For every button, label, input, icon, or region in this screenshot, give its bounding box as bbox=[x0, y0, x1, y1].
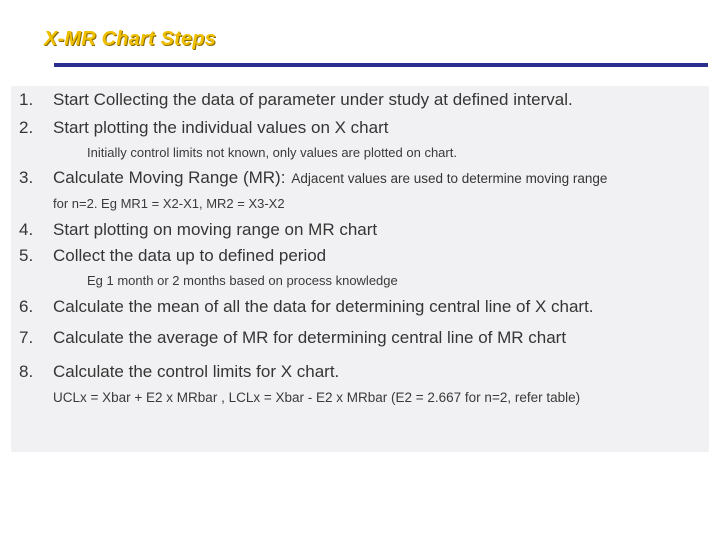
step-text: Start Collecting the data of parameter under study at defined interval. bbox=[53, 90, 573, 109]
step-2-note: Initially control limits not known, only values are plotted on chart. bbox=[87, 145, 457, 160]
step-text: Calculate the control limits for X chart. bbox=[53, 362, 340, 381]
step-number: 5. bbox=[19, 246, 34, 265]
step-number: 1. bbox=[19, 90, 34, 109]
step-text: Collect the data up to defined period bbox=[53, 246, 327, 265]
steps-panel bbox=[11, 86, 709, 452]
step-number: 6. bbox=[19, 297, 34, 316]
step-number: 8. bbox=[19, 362, 34, 381]
step-5-note: Eg 1 month or 2 months based on process knowledge bbox=[87, 273, 398, 288]
step-3-inline-note: Adjacent values are used to determine moving range bbox=[291, 171, 608, 186]
step-number: 2. bbox=[19, 118, 34, 137]
step-text: Calculate the mean of all the data for determining central line of X chart. bbox=[53, 297, 594, 316]
title-underline bbox=[54, 63, 708, 67]
step-number: 3. bbox=[19, 168, 34, 187]
step-number: 7. bbox=[19, 328, 34, 347]
step-text: Start plotting the individual values on X chart bbox=[53, 118, 389, 137]
step-number: 4. bbox=[19, 220, 34, 239]
slide-title: X-MR Chart Steps bbox=[44, 28, 217, 50]
step-8-note: UCLx = Xbar + E2 x MRbar , LCLx = Xbar - E2 x MRbar (E2 = 2.667 for n=2, refer table) bbox=[53, 390, 581, 405]
step-text: Calculate Moving Range (MR): bbox=[53, 168, 286, 187]
step-3-note: for n=2. Eg MR1 = X2-X1, MR2 = X3-X2 bbox=[53, 196, 285, 211]
step-3-line bbox=[53, 168, 607, 188]
step-text: Calculate the average of MR for determining central line of MR chart bbox=[53, 328, 567, 347]
step-text: Start plotting on moving range on MR chart bbox=[53, 220, 378, 239]
